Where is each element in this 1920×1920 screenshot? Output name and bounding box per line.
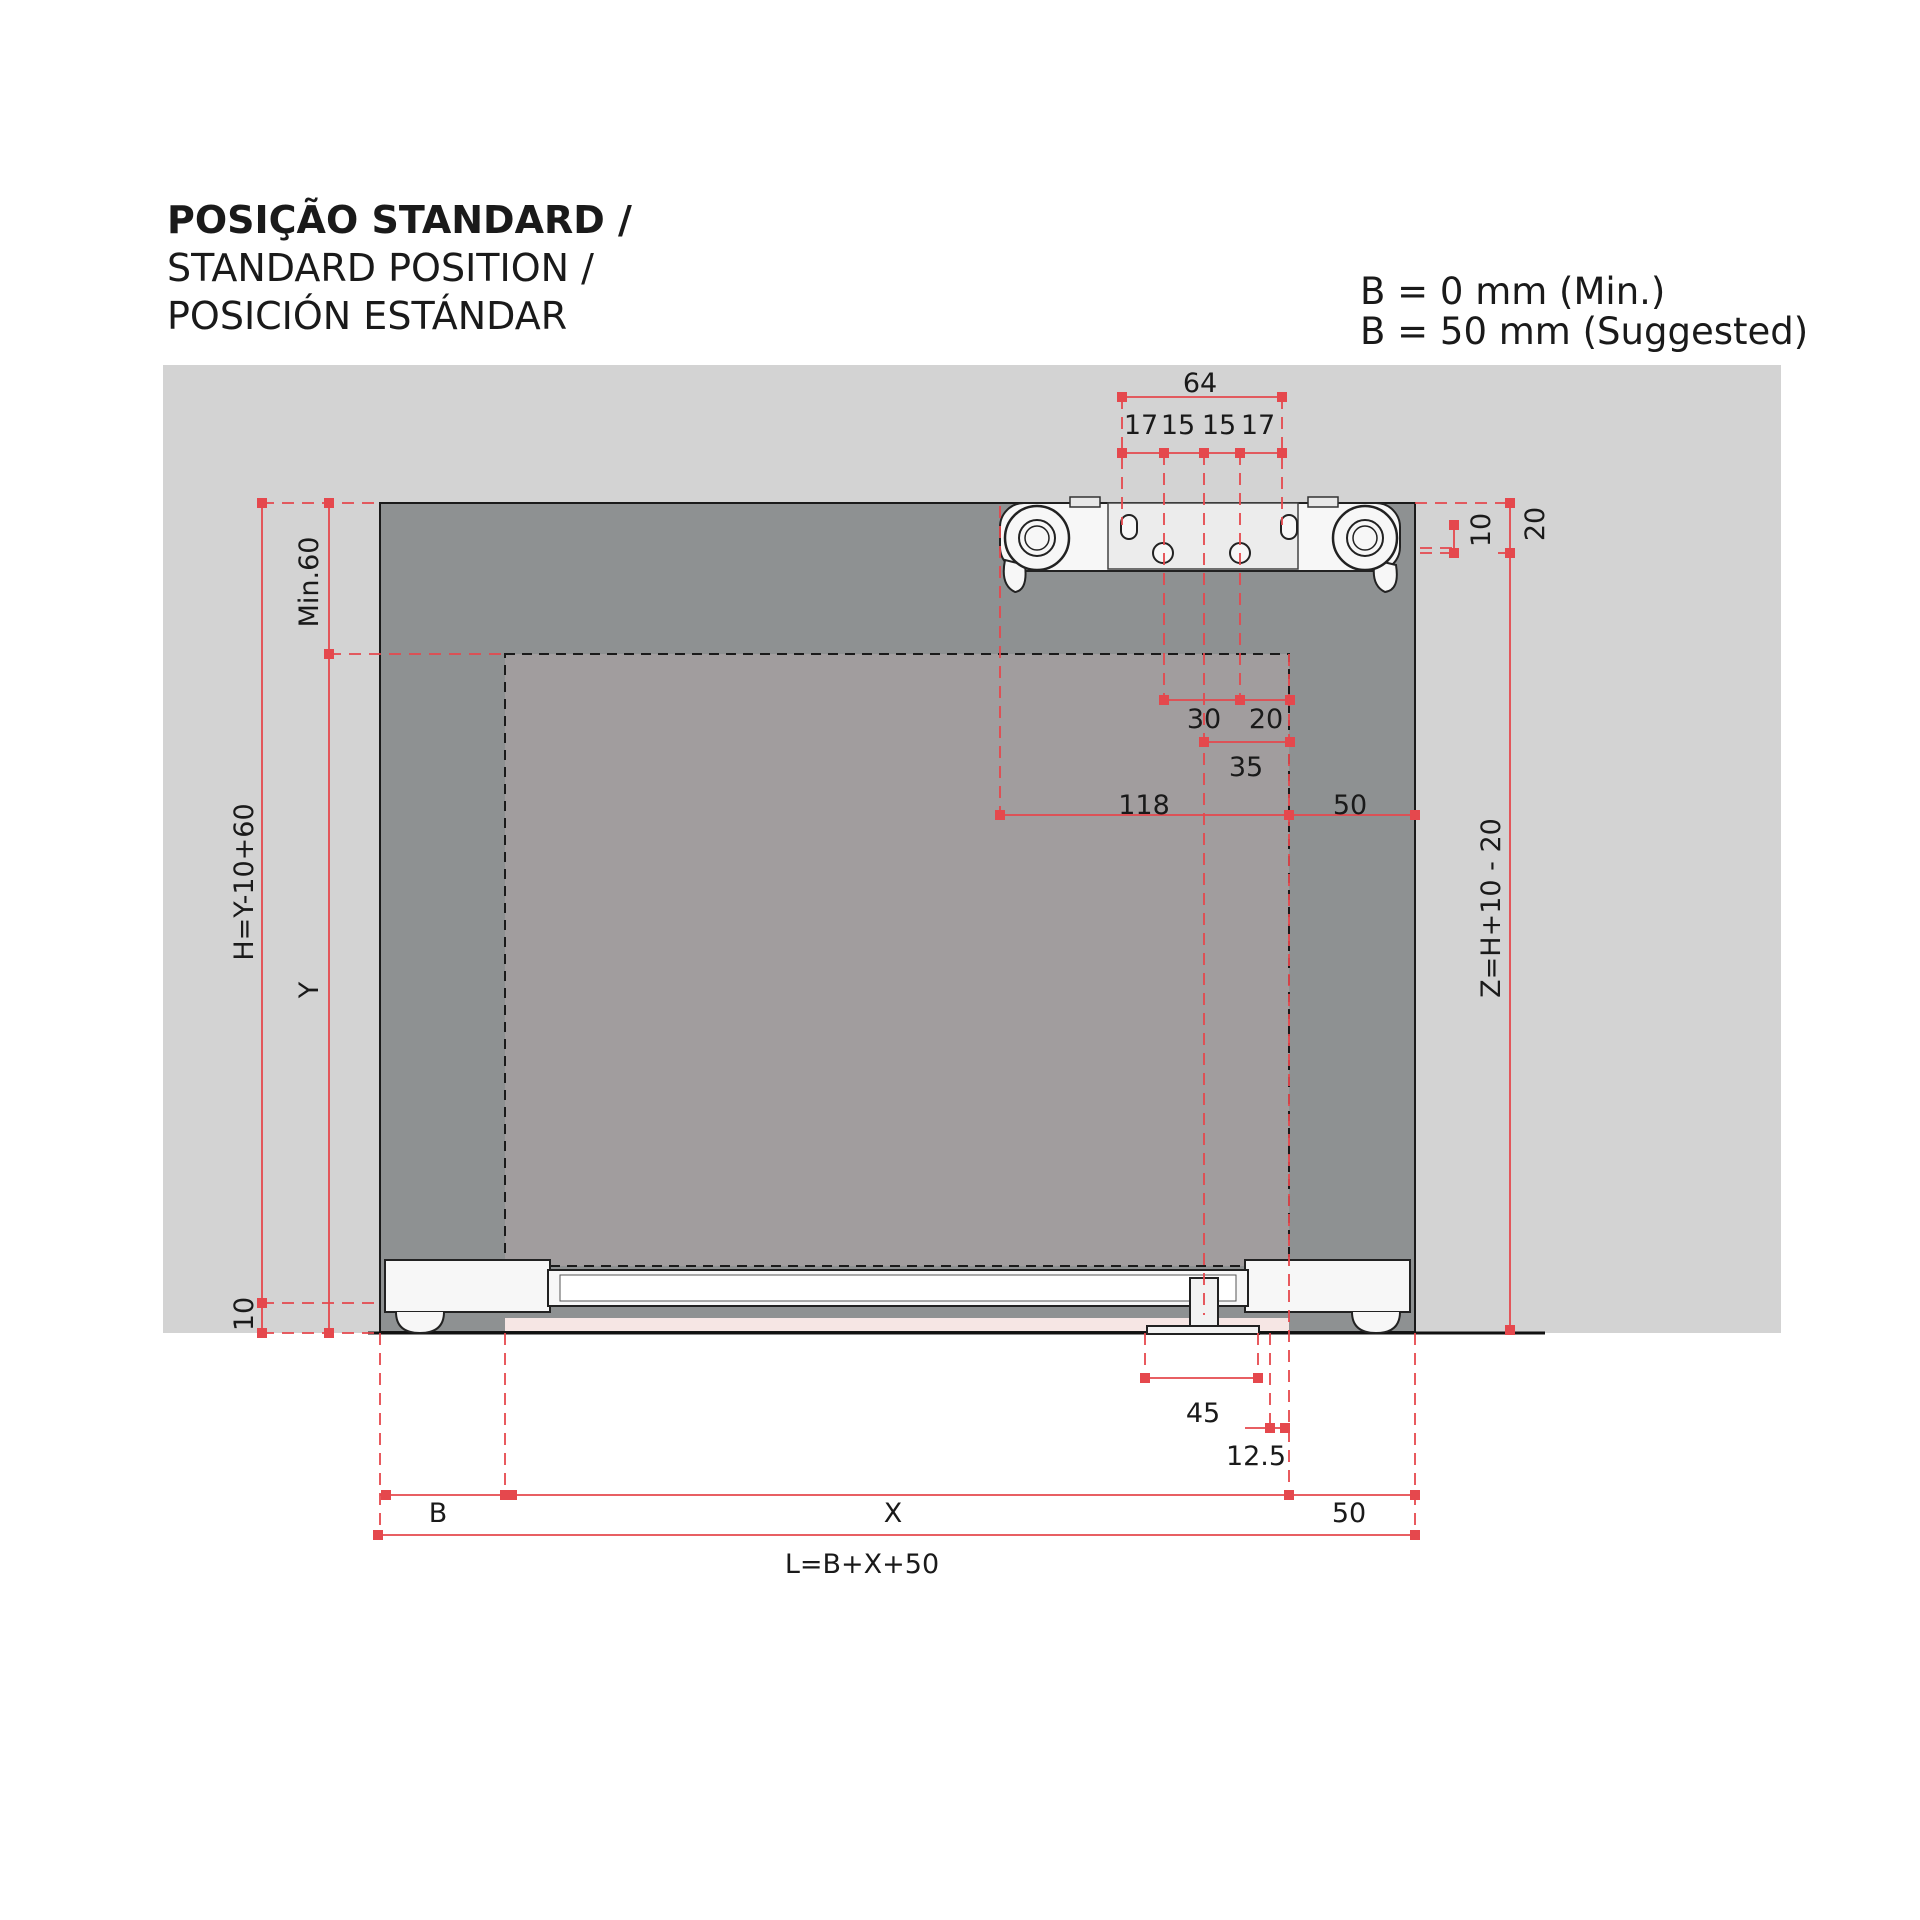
dimension-marker <box>1449 520 1459 530</box>
dimension-marker <box>373 1530 383 1540</box>
dim-12-5: 12.5 <box>1225 1441 1287 1472</box>
dimension-marker <box>507 1490 517 1500</box>
dimension-marker <box>1410 1490 1420 1500</box>
dim-20-mid: 20 <box>1248 704 1284 735</box>
dimension-marker <box>1285 695 1295 705</box>
dimension-marker <box>1505 498 1515 508</box>
dim-min60: Min.60 <box>294 536 325 628</box>
dimension-marker <box>1284 1490 1294 1500</box>
dimension-marker <box>1199 737 1209 747</box>
dim-z-formula: Z=H+10 - 20 <box>1476 818 1507 998</box>
dimension-marker <box>1235 448 1245 458</box>
dimension-marker <box>1449 548 1459 558</box>
title-english: STANDARD POSITION / <box>167 246 594 290</box>
dim-20-right: 20 <box>1520 506 1551 542</box>
dimension-marker <box>1277 448 1287 458</box>
dimension-marker <box>1277 392 1287 402</box>
title-portuguese: POSIÇÃO STANDARD / <box>167 198 632 242</box>
dimension-marker <box>1159 448 1169 458</box>
dimension-marker <box>1284 810 1294 820</box>
dim-17-left: 17 <box>1123 410 1159 441</box>
dimension-marker <box>1410 810 1420 820</box>
dimension-marker <box>381 1490 391 1500</box>
dim-y: Y <box>294 981 325 999</box>
dim-h-formula: H=Y-10+60 <box>229 803 260 961</box>
note-b-suggested: B = 50 mm (Suggested) <box>1360 310 1809 353</box>
dim-10-right: 10 <box>1466 512 1497 548</box>
dim-50-mid: 50 <box>1332 790 1368 821</box>
dim-30: 30 <box>1186 704 1222 735</box>
dimension-marker <box>324 498 334 508</box>
dimension-marker <box>1117 448 1127 458</box>
dimension-marker <box>257 498 267 508</box>
dimension-marker <box>995 810 1005 820</box>
dim-35: 35 <box>1228 752 1264 783</box>
dim-l-formula: L=B+X+50 <box>784 1549 940 1580</box>
dimension-marker <box>1159 695 1169 705</box>
dim-64: 64 <box>1182 368 1218 399</box>
dim-45: 45 <box>1185 1398 1221 1429</box>
dimension-marker <box>1253 1373 1263 1383</box>
dim-10-left: 10 <box>229 1296 260 1332</box>
dimension-marker <box>324 1328 334 1338</box>
dimension-marker <box>1410 1530 1420 1540</box>
dimension-marker <box>1265 1423 1275 1433</box>
dimension-marker <box>1505 1325 1515 1335</box>
dimension-marker <box>1280 1423 1290 1433</box>
dimension-marker <box>1505 548 1515 558</box>
dim-118: 118 <box>1118 790 1170 821</box>
dimension-marker <box>1235 695 1245 705</box>
dimension-marker <box>1199 448 1209 458</box>
dim-15-right: 15 <box>1201 410 1237 441</box>
title-spanish: POSICIÓN ESTÁNDAR <box>167 294 568 338</box>
glass-panel <box>505 654 1289 1266</box>
dim-17-right: 17 <box>1240 410 1276 441</box>
dim-50-bottom: 50 <box>1331 1498 1367 1529</box>
dim-x: X <box>883 1498 903 1529</box>
dim-15-left: 15 <box>1160 410 1196 441</box>
dimension-marker <box>1140 1373 1150 1383</box>
dimension-marker <box>324 649 334 659</box>
note-b-min: B = 0 mm (Min.) <box>1360 270 1666 313</box>
dimension-marker <box>1117 392 1127 402</box>
dim-b: B <box>428 1498 448 1529</box>
dimension-marker <box>1285 737 1295 747</box>
